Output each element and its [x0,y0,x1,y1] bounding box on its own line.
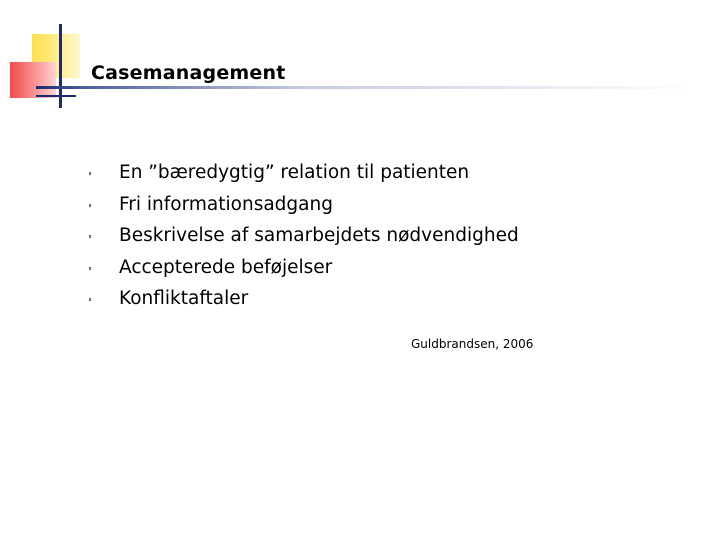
bullet-marker-icon [89,298,91,301]
bullet-item [0,284,720,316]
bullet-list [0,158,720,316]
bullet-item [0,158,720,190]
bullet-marker-icon [89,267,91,270]
title-underline [36,86,696,89]
logo-red-square [10,62,56,98]
slide-title: Casemanagement [91,62,286,84]
bullet-item [0,221,720,253]
bullet-marker-icon [89,235,91,238]
bullet-text: Fri informationsadgang [119,193,333,215]
logo-horizontal-line [36,95,76,97]
bullet-marker-icon [89,172,91,175]
bullet-marker-icon [89,204,91,207]
bullet-item [0,253,720,285]
bullet-item [0,190,720,222]
bullet-text: Beskrivelse af samarbejdets nødvendighed [119,225,519,246]
citation: Guldbrandsen, 2006 [411,337,534,351]
bullet-text: Accepterede beføjelser [119,256,333,278]
bullet-text: En ”bæredygtig” relation til patienten [119,162,470,183]
bullet-text: Konfliktaftaler [119,288,249,309]
